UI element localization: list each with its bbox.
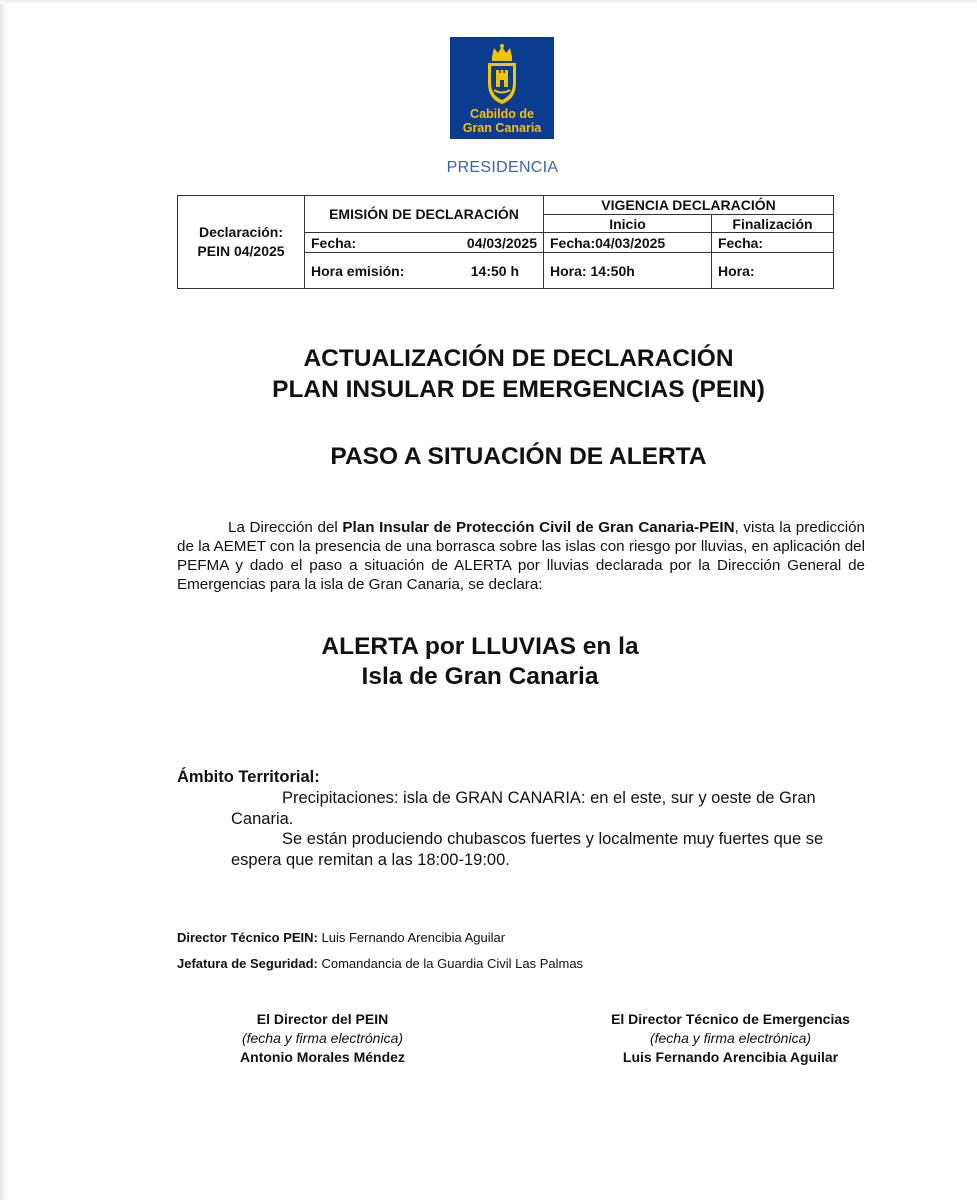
territorial-scope-body	[231, 788, 871, 870]
signature-note: (fecha y firma electrónica)	[241, 1030, 404, 1046]
signature-role: El Director Técnico de Emergencias	[611, 1011, 850, 1027]
security-chief-label: Jefatura de Seguridad:	[177, 956, 318, 971]
start-time-cell: Hora: 14:50h	[544, 253, 712, 289]
signature-note: (fecha y firma electrónica)	[649, 1030, 812, 1046]
technical-director-label: Director Técnico PEIN:	[177, 930, 318, 945]
declaration-value: PEIN 04/2025	[197, 243, 285, 259]
end-time-cell: Hora:	[711, 253, 833, 289]
start-header: Inicio	[544, 215, 712, 233]
security-chief-line	[177, 956, 583, 971]
technical-director-value: Luis Fernando Arencibia Aguilar	[317, 930, 506, 945]
start-date-cell: Fecha:04/03/2025	[544, 233, 712, 253]
paragraph-plan-name: Plan Insular de Protección Civil de Gran Canaria-PEIN	[342, 519, 735, 536]
coat-of-arms-icon	[485, 43, 519, 105]
signature-name: Luis Fernando Arencibia Aguilar	[622, 1049, 839, 1065]
signature-role: El Director del PEIN	[256, 1011, 389, 1027]
title-line-1: ACTUALIZACIÓN DE DECLARACIÓN	[303, 345, 734, 372]
emission-date-label: Fecha:	[311, 234, 357, 251]
signature-block-technical-director	[578, 1010, 883, 1067]
end-header: Finalización	[711, 215, 833, 233]
emission-time-label: Hora emisión:	[311, 262, 405, 279]
emission-header: EMISIÓN DE DECLARACIÓN	[305, 196, 544, 233]
validity-header: VIGENCIA DECLARACIÓN	[544, 196, 834, 215]
logo-text-line1: Cabildo de	[470, 107, 534, 121]
signature-block-director	[200, 1010, 445, 1067]
cabildo-logo	[450, 37, 554, 139]
declaration-paragraph	[177, 518, 865, 594]
declaration-header-table	[177, 195, 834, 289]
declaration-id-cell	[178, 196, 305, 289]
emission-time-value: 14:50 h	[470, 262, 519, 279]
situation-title: PASO A SITUACIÓN DE ALERTA	[330, 443, 707, 470]
page-edge-shadow	[0, 0, 8, 1200]
emission-time-cell	[305, 253, 544, 289]
precipitation-text: Precipitaciones: isla de GRAN CANARIA: en el este, sur y oeste de Gran Canaria.	[231, 789, 816, 828]
end-date-cell: Fecha:	[711, 233, 833, 253]
paragraph-intro: La Dirección del	[228, 519, 343, 536]
security-chief-value: Comandancia de la Guardia Civil Las Palmas	[317, 956, 584, 971]
territorial-scope-title: Ámbito Territorial:	[177, 768, 320, 786]
signature-name: Antonio Morales Méndez	[240, 1049, 405, 1065]
technical-director-line	[177, 930, 505, 945]
logo-text-line2: Gran Canaria	[462, 121, 542, 135]
title-line-2: PLAN INSULAR DE EMERGENCIAS (PEIN)	[272, 376, 765, 403]
emission-date-cell	[305, 233, 544, 253]
page-top-shadow	[0, 0, 977, 4]
showers-text: Se están produciendo chubascos fuertes y localmente muy fuertes que se espera que remitan a las 18:00-19:00.	[231, 830, 824, 869]
emission-date-value: 04/03/2025	[466, 234, 537, 251]
alert-heading-line-1: ALERTA por LLUVIAS en la	[321, 633, 639, 660]
alert-heading-line-2: Isla de Gran Canaria	[361, 663, 599, 690]
declaration-label: Declaración:	[198, 224, 284, 240]
department-label: PRESIDENCIA	[446, 159, 559, 176]
paragraph-body: , vista la predicción de la AEMET con la presencia de una borrasca sobre las islas con riesgo por lluvias, en aplicación del PEFMA y dado el paso a situación de ALERTA por lluvias declarada por la Dirección General de Emergencias para la isla de Gran Canaria, se declara:	[177, 519, 865, 593]
